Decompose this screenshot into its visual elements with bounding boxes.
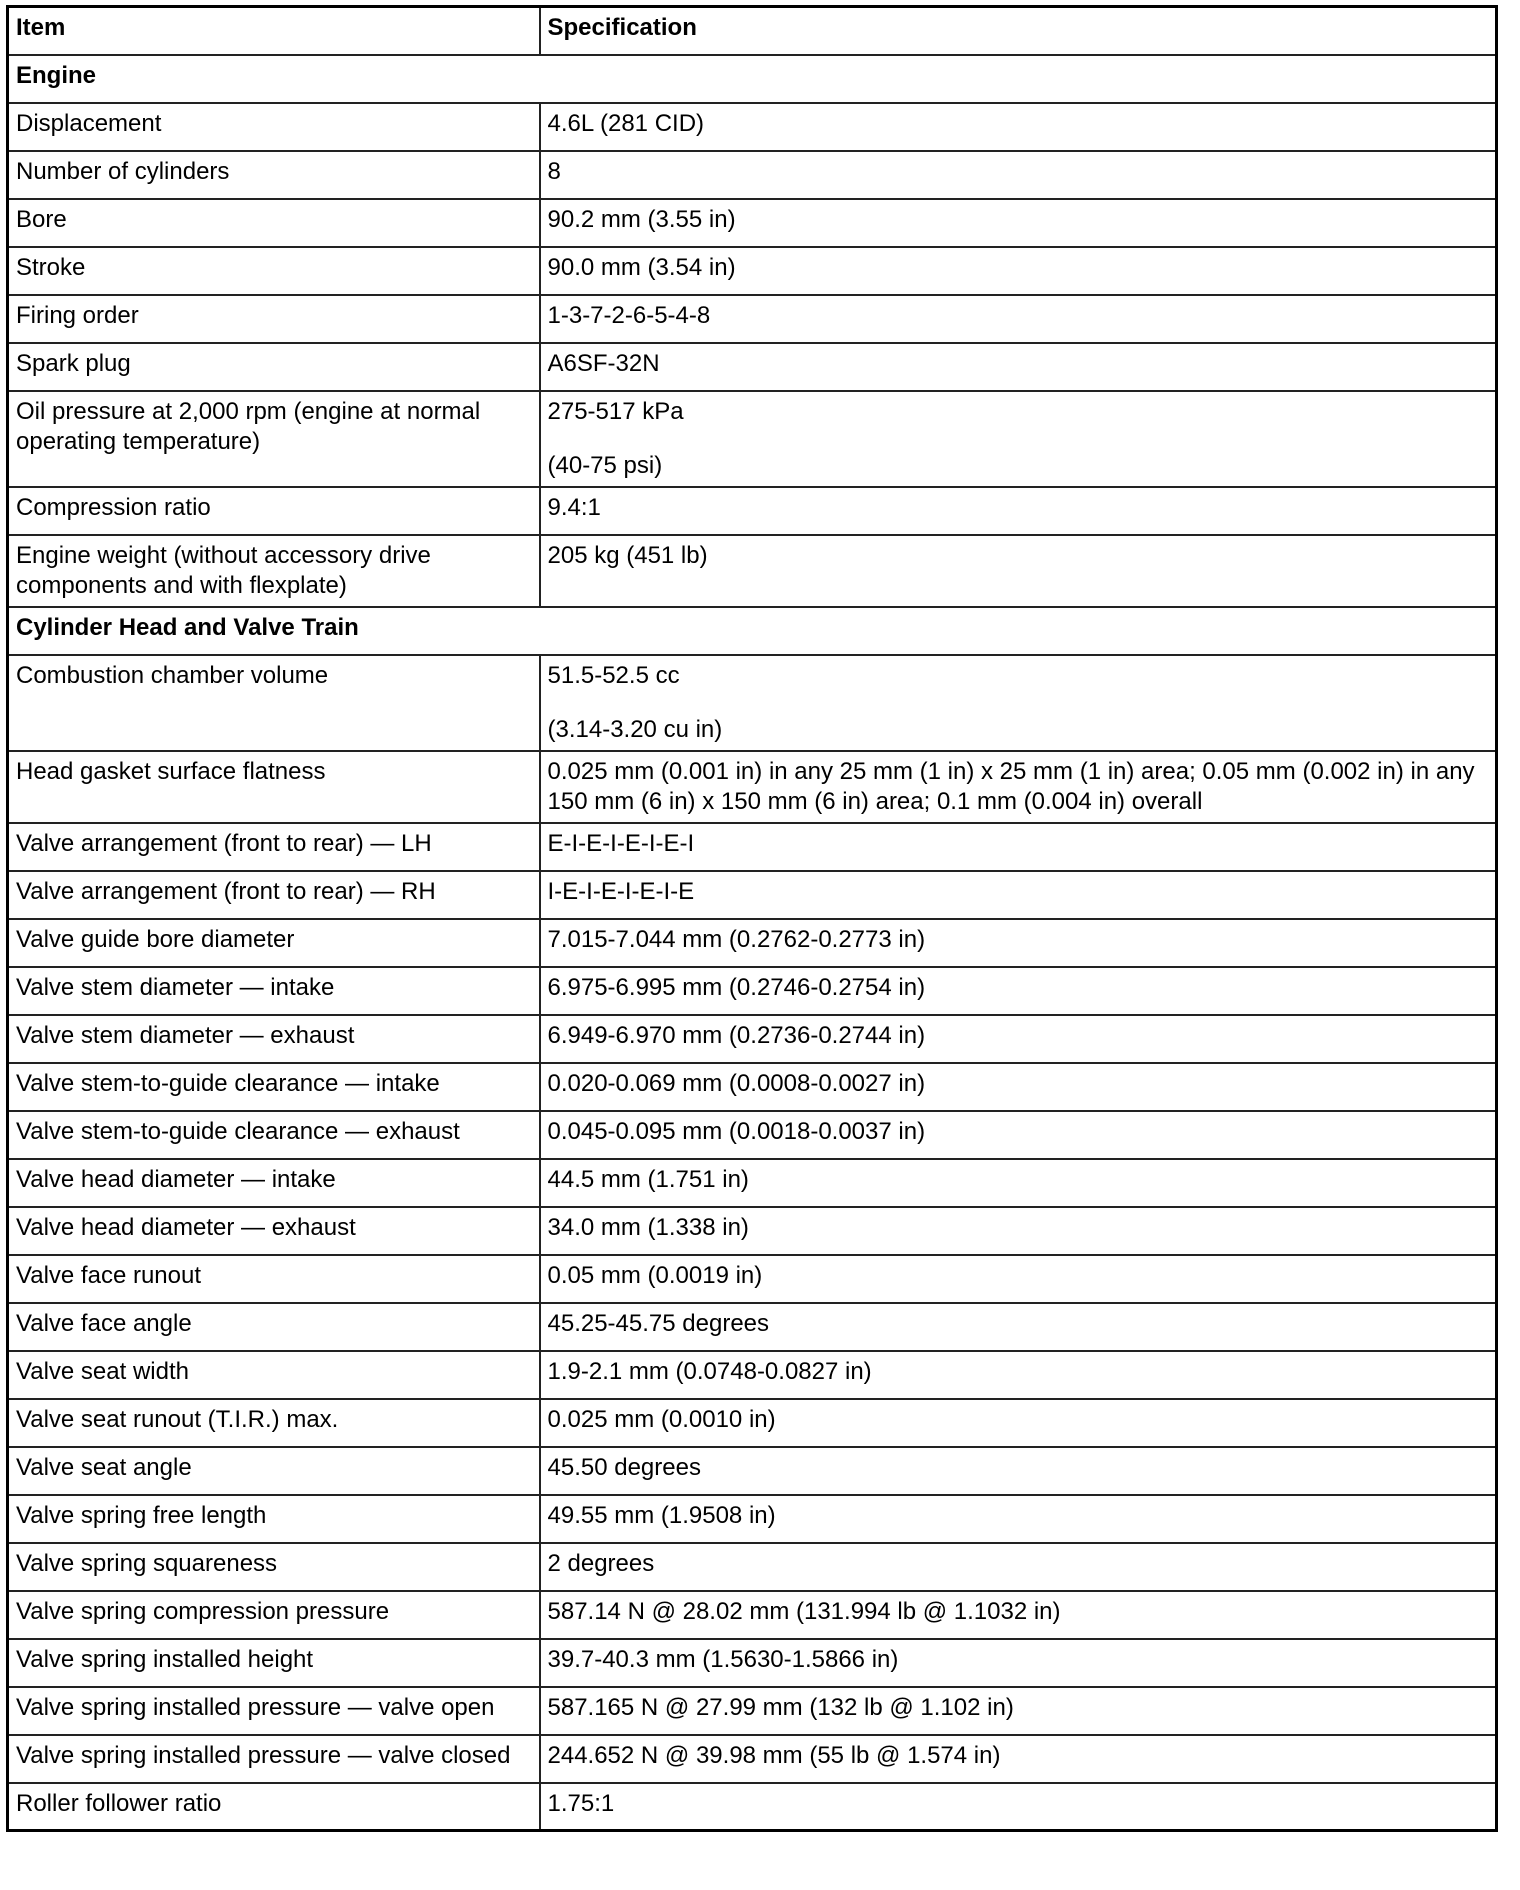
item-cell: Bore: [8, 199, 540, 247]
spec-value: 4.6L (281 CID): [547, 109, 705, 137]
spec-cell: [540, 391, 1497, 487]
item-cell: Valve seat angle: [8, 1447, 540, 1495]
spec-cell: [540, 1111, 1497, 1159]
spec-value: 1.75:1: [547, 1789, 615, 1817]
table-row: [8, 151, 1497, 199]
table-row: [8, 247, 1497, 295]
spec-value: 90.0 mm (3.54 in): [547, 253, 736, 281]
spec-value: 587.165 N @ 27.99 mm (132 lb @ 1.102 in): [547, 1693, 1014, 1721]
item-cell: Valve face angle: [8, 1303, 540, 1351]
item-cell: Spark plug: [8, 343, 540, 391]
spec-cell: [540, 1063, 1497, 1111]
spec-cell: [540, 1015, 1497, 1063]
section-title: Cylinder Head and Valve Train: [8, 607, 1497, 655]
spec-value: 49.55 mm (1.9508 in): [547, 1501, 776, 1529]
item-cell: Firing order: [8, 295, 540, 343]
spec-cell: [540, 103, 1497, 151]
spec-cell: [540, 487, 1497, 535]
item-cell: Valve stem diameter — intake: [8, 967, 540, 1015]
spec-cell: [540, 1687, 1497, 1735]
spec-value: 1-3-7-2-6-5-4-8: [547, 301, 711, 329]
spec-value: 587.14 N @ 28.02 mm (131.994 lb @ 1.1032 in): [547, 1597, 1061, 1625]
spec-value: 9.4:1: [547, 493, 601, 521]
spec-cell: [540, 1207, 1497, 1255]
table-row: [8, 295, 1497, 343]
item-cell: Oil pressure at 2,000 rpm (engine at normal operating temperature): [8, 391, 540, 487]
item-cell: Valve face runout: [8, 1255, 540, 1303]
table-row: [8, 967, 1497, 1015]
spec-cell: [540, 1399, 1497, 1447]
item-cell: Compression ratio: [8, 487, 540, 535]
spec-cell: [540, 1543, 1497, 1591]
table-row: [8, 1255, 1497, 1303]
spec-value: 0.020-0.069 mm (0.0008-0.0027 in): [547, 1069, 926, 1097]
spec-cell: [540, 1783, 1497, 1831]
table-row: [8, 823, 1497, 871]
spec-value: I-E-I-E-I-E-I-E: [547, 877, 695, 905]
section-title: Engine: [8, 55, 1497, 103]
table-row: [8, 1639, 1497, 1687]
spec-cell: [540, 967, 1497, 1015]
item-cell: Valve head diameter — exhaust: [8, 1207, 540, 1255]
table-row: [8, 655, 1497, 751]
spec-cell: [540, 151, 1497, 199]
spec-cell: [540, 655, 1497, 751]
table-row: [8, 535, 1497, 607]
item-cell: Valve spring compression pressure: [8, 1591, 540, 1639]
item-cell: Valve guide bore diameter: [8, 919, 540, 967]
spec-cell: [540, 1639, 1497, 1687]
spec-value: 1.9-2.1 mm (0.0748-0.0827 in): [547, 1357, 872, 1385]
spec-value: 205 kg (451 lb): [547, 541, 708, 569]
table-row: [8, 1495, 1497, 1543]
spec-cell: [540, 295, 1497, 343]
item-cell: Number of cylinders: [8, 151, 540, 199]
spec-value: (40-75 psi): [547, 451, 663, 479]
spec-value: 90.2 mm (3.55 in): [547, 205, 736, 233]
spec-value: 0.045-0.095 mm (0.0018-0.0037 in): [547, 1117, 926, 1145]
table-row: [8, 919, 1497, 967]
item-cell: Valve head diameter — intake: [8, 1159, 540, 1207]
table-row: [8, 487, 1497, 535]
item-cell: Stroke: [8, 247, 540, 295]
spec-cell: [540, 823, 1497, 871]
table-row: [8, 391, 1497, 487]
spec-value: 0.05 mm (0.0019 in): [547, 1261, 763, 1289]
table-row: [8, 1735, 1497, 1783]
spec-value: 45.50 degrees: [547, 1453, 701, 1481]
item-cell: Valve arrangement (front to rear) — LH: [8, 823, 540, 871]
table-row: [8, 1687, 1497, 1735]
table-row: [8, 1399, 1497, 1447]
spec-value: 45.25-45.75 degrees: [547, 1309, 770, 1337]
spec-cell: [540, 343, 1497, 391]
spec-value: 39.7-40.3 mm (1.5630-1.5866 in): [547, 1645, 899, 1673]
spec-cell: [540, 1255, 1497, 1303]
item-cell: Valve stem diameter — exhaust: [8, 1015, 540, 1063]
spec-value: 244.652 N @ 39.98 mm (55 lb @ 1.574 in): [547, 1741, 1001, 1769]
table-row: [8, 1543, 1497, 1591]
spec-cell: [540, 1447, 1497, 1495]
item-cell: Valve spring installed pressure — valve closed: [8, 1735, 540, 1783]
table-row: [8, 199, 1497, 247]
item-cell: Combustion chamber volume: [8, 655, 540, 751]
column-header-specification: Specification: [540, 7, 1497, 55]
item-cell: Valve seat runout (T.I.R.) max.: [8, 1399, 540, 1447]
item-cell: Head gasket surface flatness: [8, 751, 540, 823]
spec-value: A6SF-32N: [547, 349, 660, 377]
table-row: [8, 1447, 1497, 1495]
table-body: [8, 55, 1497, 1831]
spec-value: 2 degrees: [547, 1549, 655, 1577]
table-row: [8, 1015, 1497, 1063]
item-cell: Valve stem-to-guide clearance — exhaust: [8, 1111, 540, 1159]
spec-cell: [540, 871, 1497, 919]
table-row: [8, 751, 1497, 823]
item-cell: Valve spring squareness: [8, 1543, 540, 1591]
table-row: [8, 1591, 1497, 1639]
spec-value: 34.0 mm (1.338 in): [547, 1213, 749, 1241]
item-cell: Engine weight (without accessory drive components and with flexplate): [8, 535, 540, 607]
spec-value: 275-517 kPa: [547, 397, 684, 425]
table-row: [8, 343, 1497, 391]
table-row: [8, 1063, 1497, 1111]
spec-value: 8: [547, 157, 561, 185]
column-header-item: Item: [8, 7, 540, 55]
spec-value: 0.025 mm (0.001 in) in any 25 mm (1 in) x 25 mm (1 in) area; 0.05 mm (0.002 in) in any 150 mm (6 in) x 150 mm (6 in) area; 0.1 mm (0.004 in) overall: [547, 757, 1475, 815]
table-row: [8, 1207, 1497, 1255]
section-row: [8, 607, 1497, 655]
spec-cell: [540, 199, 1497, 247]
item-cell: Displacement: [8, 103, 540, 151]
table-row: [8, 103, 1497, 151]
spec-cell: [540, 919, 1497, 967]
spec-value: 0.025 mm (0.0010 in): [547, 1405, 776, 1433]
table-header-row: [8, 7, 1497, 55]
item-cell: Valve spring installed pressure — valve open: [8, 1687, 540, 1735]
spec-value: (3.14-3.20 cu in): [547, 715, 723, 743]
spec-cell: [540, 751, 1497, 823]
spec-value: 7.015-7.044 mm (0.2762-0.2773 in): [547, 925, 926, 953]
item-cell: Valve stem-to-guide clearance — intake: [8, 1063, 540, 1111]
spec-value: 51.5-52.5 cc: [547, 661, 680, 689]
item-cell: Valve spring free length: [8, 1495, 540, 1543]
spec-cell: [540, 1735, 1497, 1783]
section-row: [8, 55, 1497, 103]
spec-value: 44.5 mm (1.751 in): [547, 1165, 749, 1193]
item-cell: Valve arrangement (front to rear) — RH: [8, 871, 540, 919]
item-cell: Roller follower ratio: [8, 1783, 540, 1831]
table-row: [8, 1351, 1497, 1399]
spec-value: E-I-E-I-E-I-E-I: [547, 829, 695, 857]
spec-cell: [540, 1351, 1497, 1399]
item-cell: Valve seat width: [8, 1351, 540, 1399]
spec-table: [6, 5, 1498, 1832]
table-row: [8, 1783, 1497, 1831]
spec-cell: [540, 1303, 1497, 1351]
table-row: [8, 1111, 1497, 1159]
spec-value: 6.949-6.970 mm (0.2736-0.2744 in): [547, 1021, 926, 1049]
spec-cell: [540, 1591, 1497, 1639]
table-row: [8, 1303, 1497, 1351]
table-row: [8, 1159, 1497, 1207]
spec-value: 6.975-6.995 mm (0.2746-0.2754 in): [547, 973, 926, 1001]
spec-cell: [540, 535, 1497, 607]
spec-cell: [540, 1159, 1497, 1207]
table-row: [8, 871, 1497, 919]
spec-cell: [540, 247, 1497, 295]
item-cell: Valve spring installed height: [8, 1639, 540, 1687]
spec-cell: [540, 1495, 1497, 1543]
